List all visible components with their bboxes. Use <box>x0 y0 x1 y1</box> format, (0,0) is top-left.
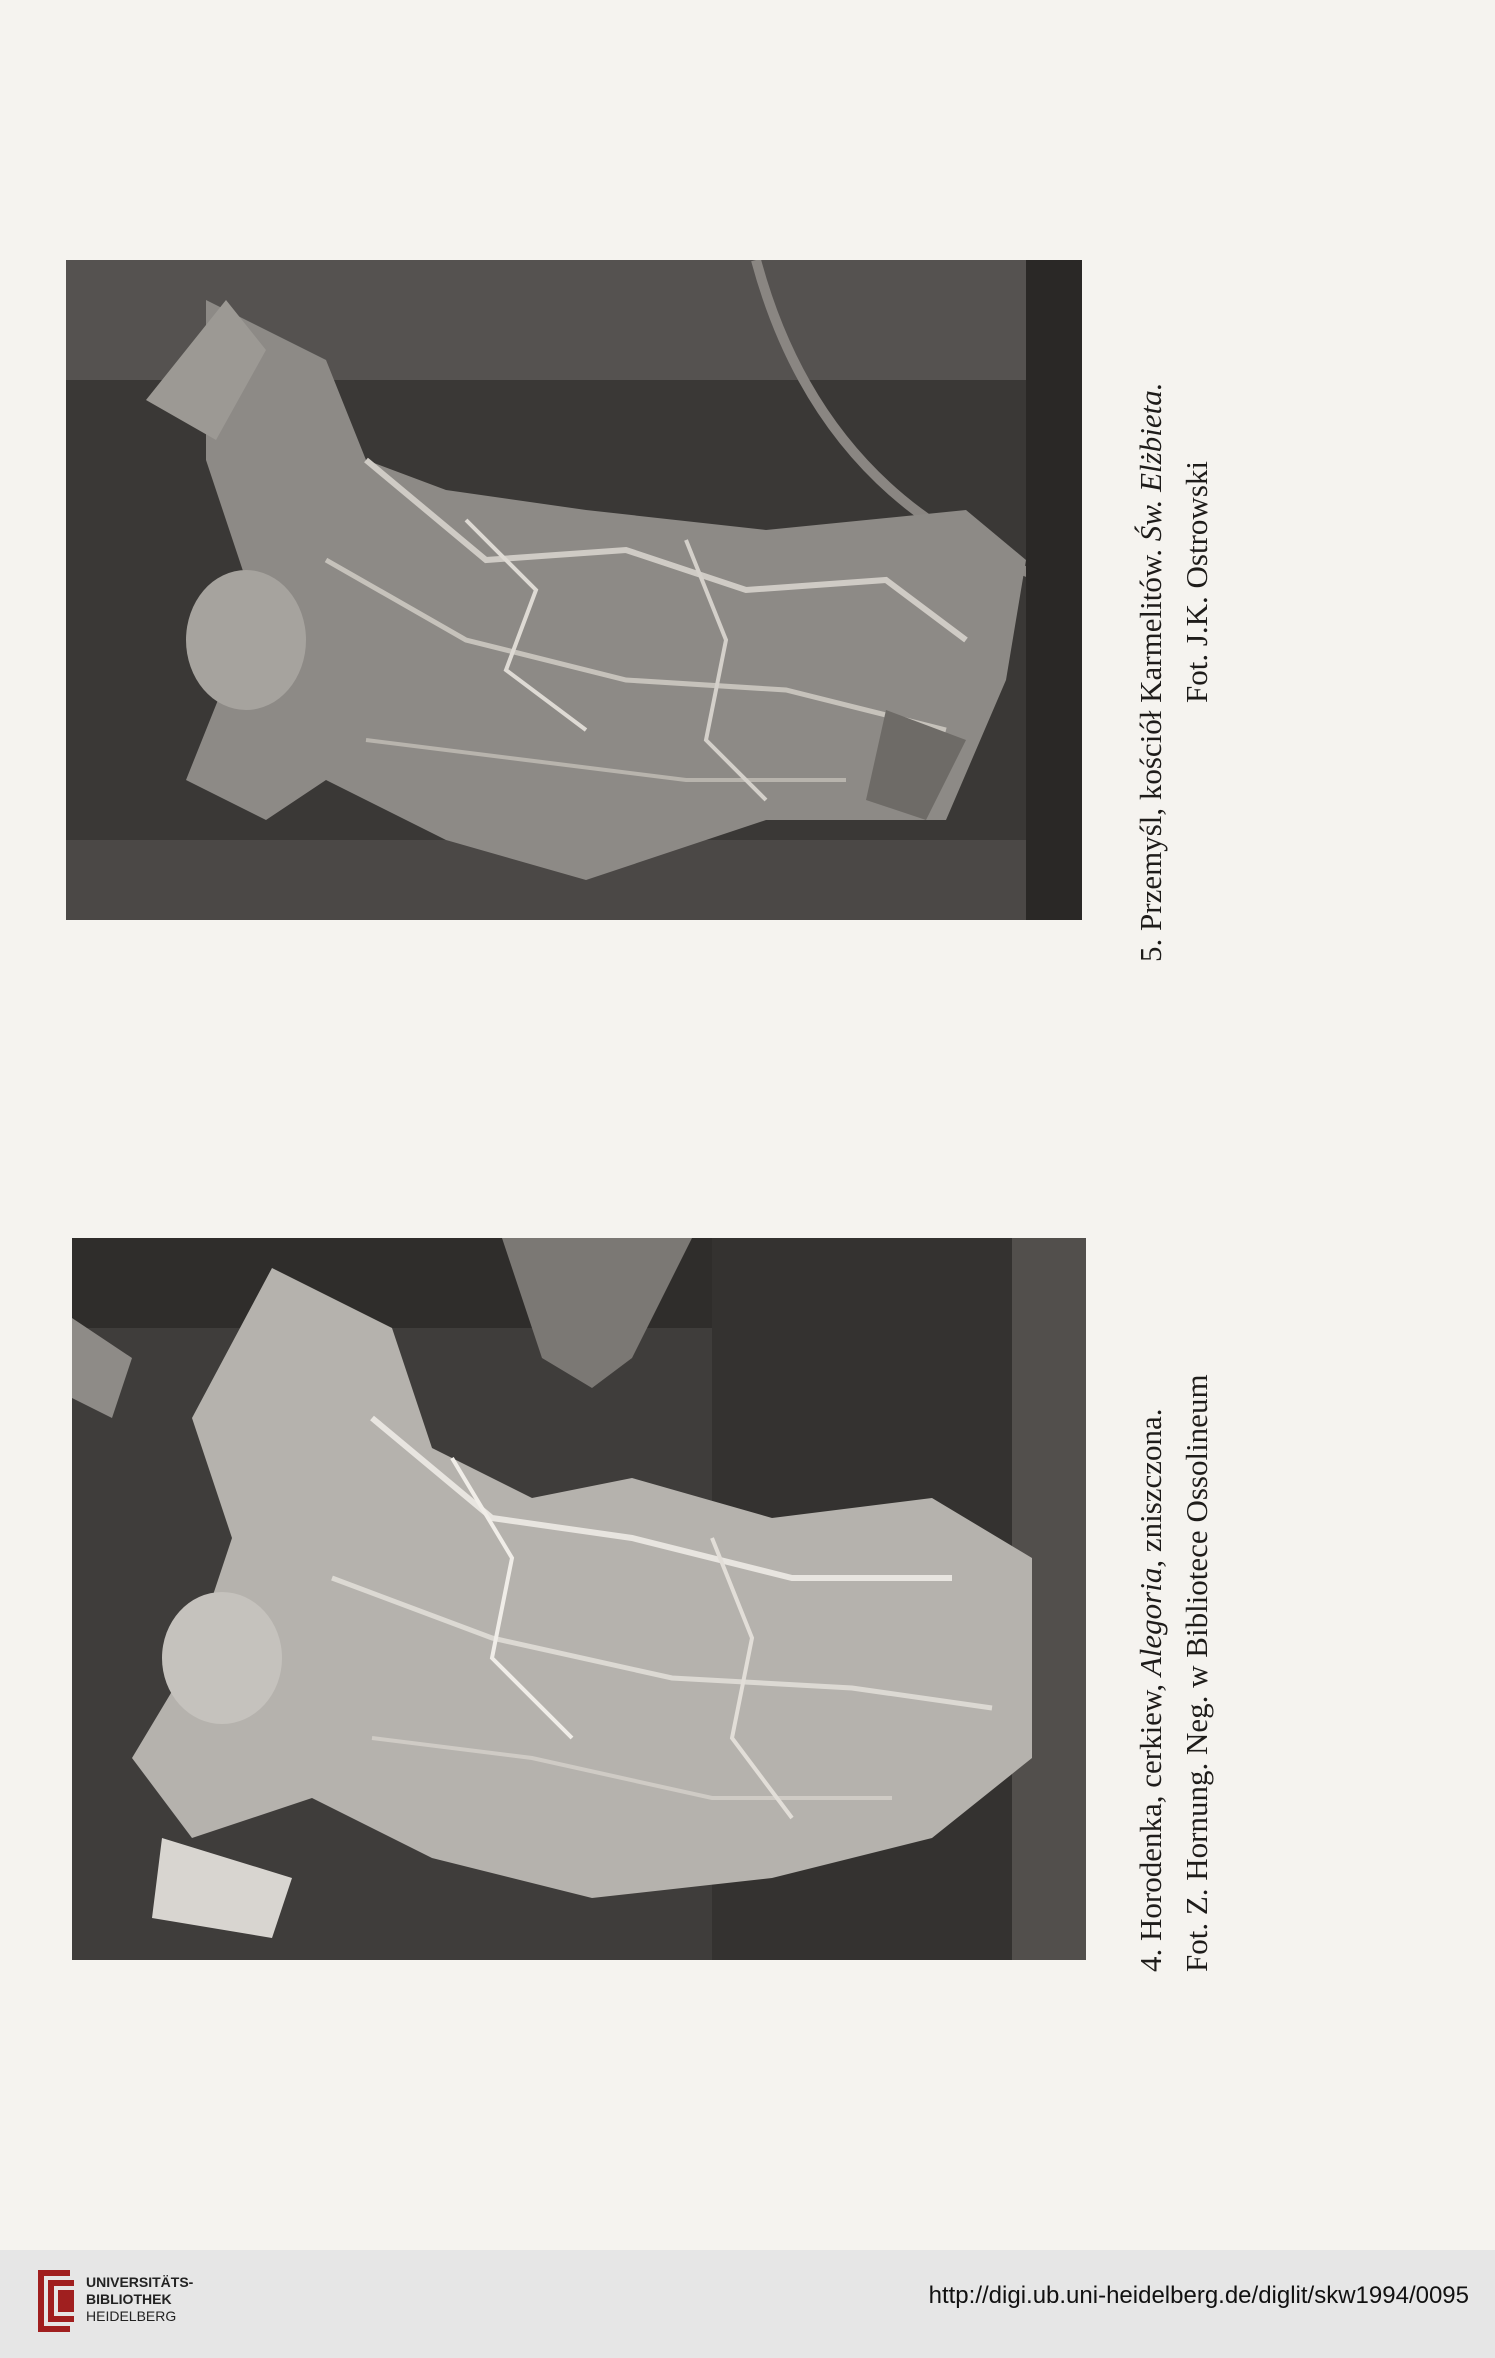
figure-5-photo <box>66 260 1082 920</box>
ub-heidelberg-logo-icon <box>34 2266 78 2336</box>
figure-4-photo-credit: Fot. Z. Hornung. Neg. w Bibliotece Ossolineum <box>1179 1374 1214 1972</box>
figure-5-caption-text: Przemyśl, kościół Karmelitów. <box>1133 541 1168 939</box>
figure-5-caption-italic: Św. Elżbieta. <box>1133 382 1168 542</box>
footer-url-link[interactable]: http://digi.ub.uni-heidelberg.de/diglit/skw1994/0095 <box>928 2282 1469 2309</box>
figure-4-caption-text: Horodenka, cerkiew, <box>1133 1676 1168 1949</box>
figure-5-number: 5. <box>1133 938 1168 962</box>
figure-5-image <box>66 260 1082 920</box>
logo-line-3: HEIDELBERG <box>86 2308 177 2324</box>
figure-5-photo-credit: Fot. J.K. Ostrowski <box>1179 461 1214 704</box>
figure-4-photo <box>72 1238 1086 1960</box>
figure-4-caption <box>1128 1212 1220 1972</box>
figure-4-image <box>72 1238 1086 1960</box>
figure-4-number: 4. <box>1133 1948 1168 1972</box>
figure-5-caption <box>1128 202 1220 962</box>
logo-line-2: BIBLIOTHEK <box>86 2291 172 2307</box>
logo-line-1: UNIVERSITÄTS- <box>86 2274 194 2290</box>
figure-4-caption-title <box>1128 1212 1174 1972</box>
logo-text <box>86 2274 193 2325</box>
figure-4-caption-tail: , zniszczona. <box>1133 1408 1168 1568</box>
figure-5-caption-title <box>1128 202 1174 962</box>
figure-4-caption-italic: Alegoria <box>1133 1567 1168 1677</box>
ub-heidelberg-logo[interactable] <box>34 2266 194 2346</box>
